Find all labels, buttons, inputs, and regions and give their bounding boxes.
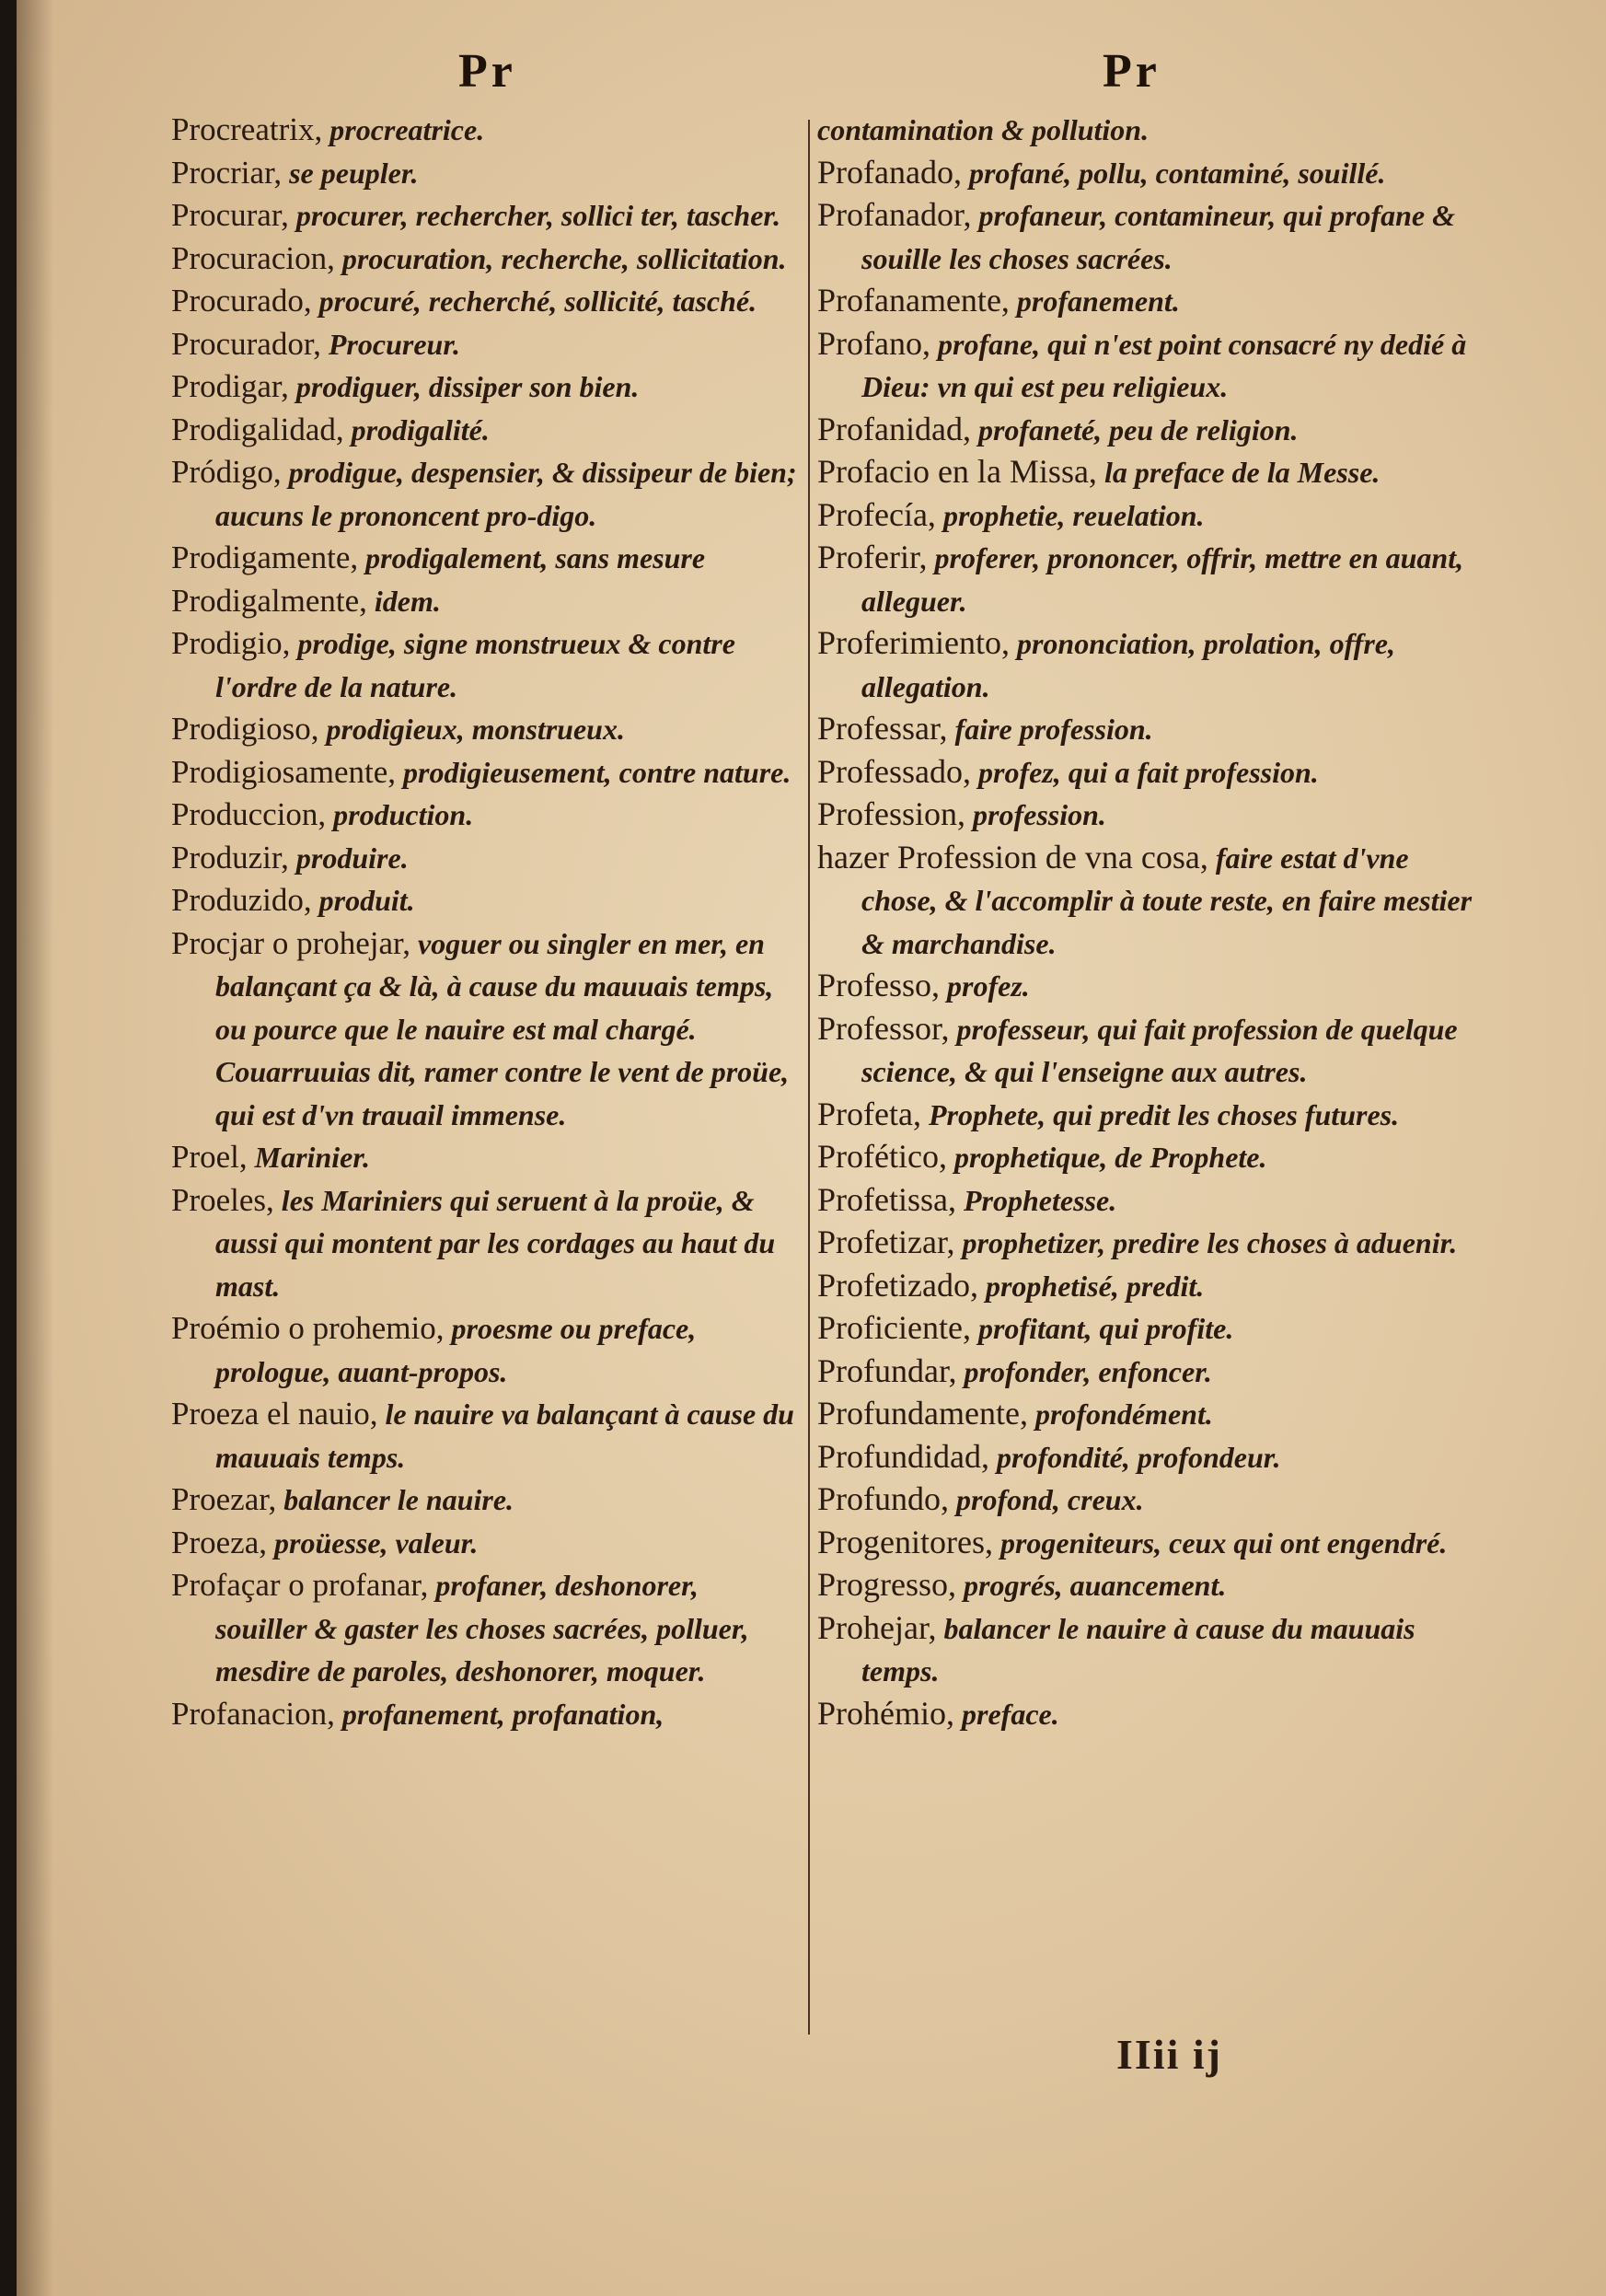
entry-headword: hazer Profession de vna cosa, xyxy=(817,838,1208,875)
entry-definition: prodige, signe monstrueux & contre l'ordre de la nature. xyxy=(215,627,735,703)
entry-headword: Proel, xyxy=(171,1139,248,1175)
entry-definition: prodigue, despensier, & dissipeur de bien; aucuns le prononcent pro-digo. xyxy=(215,456,797,532)
dictionary-entry xyxy=(817,1307,1489,1351)
entry-headword: Proezar, xyxy=(171,1481,277,1517)
entry-headword: Profundidad, xyxy=(817,1437,989,1475)
entry-definition: progeniteurs, ceux qui ont engendré. xyxy=(992,1525,1448,1560)
dictionary-entry xyxy=(817,280,1489,323)
entry-definition: profond, creux. xyxy=(949,1483,1144,1516)
entry-headword: Professado, xyxy=(817,752,971,790)
entry-definition: profané, pollu, contaminé, souillé. xyxy=(961,156,1386,190)
dictionary-entry xyxy=(171,580,797,623)
dictionary-entry xyxy=(817,1008,1489,1094)
entry-definition: prodigalement, sans mesure xyxy=(358,541,706,574)
dictionary-entry xyxy=(171,1564,797,1693)
entry-headword: Prohémio, xyxy=(817,1694,954,1732)
dictionary-entry xyxy=(817,409,1489,452)
entry-headword: Produzir, xyxy=(171,839,289,875)
entry-headword: Profundar, xyxy=(817,1351,957,1389)
entry-headword: Professo, xyxy=(817,967,940,1003)
entry-definition: faire estat d'vne chose, & l'accomplir à toute reste, en faire mestier & marchandise. xyxy=(861,841,1473,960)
entry-headword: Profanador, xyxy=(817,196,972,233)
entry-headword: Proferimiento, xyxy=(817,624,1010,661)
dictionary-entry xyxy=(171,622,797,708)
dictionary-entry xyxy=(171,409,797,452)
entry-definition: balancer le nauire. xyxy=(276,1483,514,1516)
dictionary-entry xyxy=(817,152,1489,195)
dictionary-entry xyxy=(171,1179,797,1308)
dictionary-entry xyxy=(171,152,797,195)
entry-definition: Marinier. xyxy=(247,1141,371,1174)
dictionary-entry xyxy=(817,1522,1489,1565)
entry-definition: procuré, recherché, sollicité, tasché. xyxy=(311,284,757,318)
entry-headword: Profanado, xyxy=(817,153,962,191)
entry-headword: Proficiente, xyxy=(817,1309,971,1346)
entry-headword: Procurado, xyxy=(171,283,312,319)
entry-definition: profaner, deshonorer, souiller & gaster les choses sacrées, polluer, mesdire de paroles, deshonorer, moquer. xyxy=(215,1569,749,1687)
entry-headword: Proeles, xyxy=(171,1181,274,1218)
entry-headword: Profacio en la Missa, xyxy=(817,453,1097,490)
dictionary-entry xyxy=(171,1693,797,1736)
dictionary-entry xyxy=(817,622,1489,708)
entry-headword: Procurador, xyxy=(171,325,321,362)
dictionary-entry xyxy=(817,837,1489,966)
entry-definition: profondément. xyxy=(1027,1397,1213,1431)
entry-headword: Prohejar, xyxy=(817,1608,937,1646)
dictionary-entry xyxy=(171,365,797,409)
entry-headword: Profaçar o profanar, xyxy=(171,1567,429,1603)
entry-definition: procreatrice. xyxy=(322,113,485,146)
entry-headword: Profetissa, xyxy=(817,1180,956,1218)
entry-definition: profondité, profondeur. xyxy=(988,1440,1281,1474)
dictionary-page xyxy=(17,0,1606,2296)
entry-definition: profonder, enfoncer. xyxy=(956,1354,1212,1388)
entry-definition: prophetie, reuelation. xyxy=(935,498,1205,532)
dictionary-entry xyxy=(817,1564,1489,1607)
entry-headword: Profundo, xyxy=(817,1480,949,1517)
dictionary-entry xyxy=(171,922,797,1137)
dictionary-entry xyxy=(817,1436,1489,1479)
entry-definition: profanement, profanation, xyxy=(334,1697,664,1731)
dictionary-entry xyxy=(171,537,797,580)
entry-headword: Prodigalidad, xyxy=(171,411,344,447)
dictionary-entry xyxy=(171,1307,797,1393)
entry-headword: Profession, xyxy=(817,795,965,832)
entry-definition: le nauire va balançant à cause du mauuais temps. xyxy=(215,1397,794,1474)
dictionary-entry xyxy=(817,451,1489,494)
entry-headword: Prodigamente, xyxy=(171,539,359,575)
dictionary-entry xyxy=(817,1351,1489,1394)
entry-definition: produire. xyxy=(288,841,409,875)
entry-definition: idem. xyxy=(366,584,441,618)
dictionary-entry xyxy=(817,965,1489,1008)
entry-definition: profez. xyxy=(940,969,1030,1003)
entry-headword: Prodigio, xyxy=(171,625,291,661)
entry-headword: Proferir, xyxy=(817,539,928,575)
entry-definition: la preface de la Messe. xyxy=(1096,456,1381,489)
entry-headword: Profano, xyxy=(817,324,930,362)
dictionary-entry xyxy=(817,1693,1489,1736)
dictionary-entry xyxy=(171,1522,797,1565)
entry-headword: Profanidad, xyxy=(817,410,971,447)
entry-headword: Profanamente, xyxy=(817,282,1010,319)
entry-definition: prophetique, de Prophete. xyxy=(946,1141,1267,1174)
entry-definition: se peupler. xyxy=(282,156,419,190)
dictionary-entry xyxy=(171,879,797,922)
entry-headword: Procjar o prohejar, xyxy=(171,924,411,961)
entry-definition: proesme ou preface, prologue, auant-propos. xyxy=(215,1312,697,1388)
dictionary-entry xyxy=(817,323,1489,409)
running-head-left: Pr xyxy=(458,45,516,98)
entry-headword: Prodigiosamente, xyxy=(171,753,396,790)
entry-headword: Profanacion, xyxy=(171,1695,335,1732)
entry-headword: Profundamente, xyxy=(817,1395,1028,1432)
dictionary-entry xyxy=(817,751,1489,794)
gutter-shadow xyxy=(17,0,53,2296)
entry-definition: Procureur. xyxy=(320,327,460,361)
entry-definition: prophetisé, predit. xyxy=(977,1269,1205,1303)
dictionary-entry xyxy=(817,1478,1489,1522)
entry-definition: prodigalité. xyxy=(343,412,490,446)
dictionary-entry xyxy=(817,494,1489,538)
entry-definition: progrés, auancement. xyxy=(956,1569,1227,1602)
entry-definition: faire profession. xyxy=(947,713,1153,746)
dictionary-entry xyxy=(171,280,797,323)
entry-headword: Profeta, xyxy=(817,1095,921,1132)
entry-headword: Profetizado, xyxy=(817,1266,978,1304)
entry-headword: Procurar, xyxy=(171,197,289,233)
dictionary-entry xyxy=(817,1222,1489,1265)
entry-definition: les Mariniers qui seruent à la proüe, & aussi qui montent par les cordages au haut du mast. xyxy=(215,1183,776,1303)
entry-definition: balancer le nauire à cause du mauuais temps. xyxy=(861,1611,1415,1687)
entry-headword: Profetizar, xyxy=(817,1223,955,1260)
entry-definition: profanement. xyxy=(1009,284,1180,318)
entry-headword: Progenitores, xyxy=(817,1523,993,1560)
entry-definition: preface. xyxy=(954,1697,1059,1731)
dictionary-entry xyxy=(817,794,1489,837)
entry-definition: Prophetesse. xyxy=(955,1183,1117,1217)
dictionary-entry xyxy=(817,1094,1489,1137)
entry-headword: Professar, xyxy=(817,710,948,747)
running-head-right: Pr xyxy=(1103,45,1161,98)
right-column xyxy=(817,109,1489,1735)
entry-headword: Produccion, xyxy=(171,796,327,832)
dictionary-entry xyxy=(817,1393,1489,1436)
entry-definition: procurer, rechercher, sollici ter, tascher. xyxy=(288,199,781,232)
entry-definition: production. xyxy=(326,798,474,831)
dictionary-entry xyxy=(817,109,1489,152)
dictionary-entry xyxy=(171,109,797,152)
entry-definition: contamination & pollution. xyxy=(817,113,1150,146)
dictionary-entry xyxy=(171,794,797,837)
entry-headword: Proeza el nauio, xyxy=(171,1396,378,1432)
dictionary-entry xyxy=(817,1136,1489,1179)
left-column xyxy=(171,109,797,1735)
dictionary-entry xyxy=(171,238,797,281)
entry-definition: proferer, prononcer, offrir, mettre en auant, alleguer. xyxy=(861,541,1464,618)
entry-definition: procuration, recherche, sollicitation. xyxy=(334,241,787,275)
dictionary-entry xyxy=(171,194,797,238)
entry-headword: Professor, xyxy=(817,1009,950,1047)
entry-definition: Prophete, qui predit les choses futures. xyxy=(920,1097,1400,1131)
dictionary-entry xyxy=(817,194,1489,280)
entry-definition: profane, qui n'est point consacré ny dedié à Dieu: vn qui est peu religieux. xyxy=(861,327,1467,403)
signature-mark: IIii ij xyxy=(1116,2031,1222,2078)
dictionary-entry xyxy=(171,837,797,880)
dictionary-entry xyxy=(171,1136,797,1179)
dictionary-entry xyxy=(817,1179,1489,1223)
dictionary-entry xyxy=(171,1393,797,1478)
entry-headword: Procuracion, xyxy=(171,239,335,276)
entry-headword: Procreatrix, xyxy=(171,111,323,147)
dictionary-entry xyxy=(171,1478,797,1522)
entry-definition: prodigieusement, contre nature. xyxy=(396,755,791,789)
entry-definition: prodiguer, dissiper son bien. xyxy=(288,370,640,403)
dictionary-entry xyxy=(817,708,1489,751)
entry-headword: Proémio o prohemio, xyxy=(171,1310,445,1346)
entry-headword: Prodigioso, xyxy=(171,711,319,747)
entry-definition: voguer ou singler en mer, en balançant ça & là, à cause du mauuais temps, ou pource que le nauire est mal chargé. Couarruuias dit, ramer contre le vent de proüe, qui est d'vn trauail immense. xyxy=(215,926,790,1131)
dictionary-entry xyxy=(171,451,797,537)
entry-headword: Profético, xyxy=(817,1138,947,1175)
column-divider xyxy=(808,120,810,2035)
entry-headword: Pródigo, xyxy=(171,454,282,490)
entry-definition: proüesse, valeur. xyxy=(266,1525,479,1560)
entry-headword: Produzido, xyxy=(171,882,312,918)
entry-definition: profitant, qui profite. xyxy=(970,1312,1234,1345)
entry-headword: Proeza, xyxy=(171,1524,267,1560)
entry-definition: professeur, qui fait profession de quelque science, & qui l'enseigne aux autres. xyxy=(861,1012,1458,1088)
entry-definition: profaneur, contamineur, qui profane & souille les choses sacrées. xyxy=(861,199,1455,275)
entry-definition: profez, qui a fait profession. xyxy=(970,755,1319,789)
dictionary-entry xyxy=(817,1607,1489,1693)
entry-definition: profaneté, peu de religion. xyxy=(970,412,1299,446)
dictionary-entry xyxy=(171,323,797,366)
entry-definition: prononciation, prolation, offre, allegation. xyxy=(861,627,1395,703)
entry-definition: prophetizer, predire les choses à aduenir. xyxy=(954,1226,1458,1259)
dictionary-entry xyxy=(817,1265,1489,1308)
entry-headword: Prodigalmente, xyxy=(171,582,367,619)
entry-headword: Progresso, xyxy=(817,1566,956,1603)
entry-definition: prodigieux, monstrueux. xyxy=(318,713,625,746)
dictionary-entry xyxy=(171,708,797,751)
entry-headword: Prodigar, xyxy=(171,368,289,404)
entry-definition: produit. xyxy=(311,884,415,917)
entry-headword: Profecía, xyxy=(817,495,936,533)
entry-headword: Procriar, xyxy=(171,154,283,191)
dictionary-entry xyxy=(171,751,797,794)
dictionary-entry xyxy=(817,537,1489,622)
entry-definition: profession. xyxy=(965,798,1106,831)
